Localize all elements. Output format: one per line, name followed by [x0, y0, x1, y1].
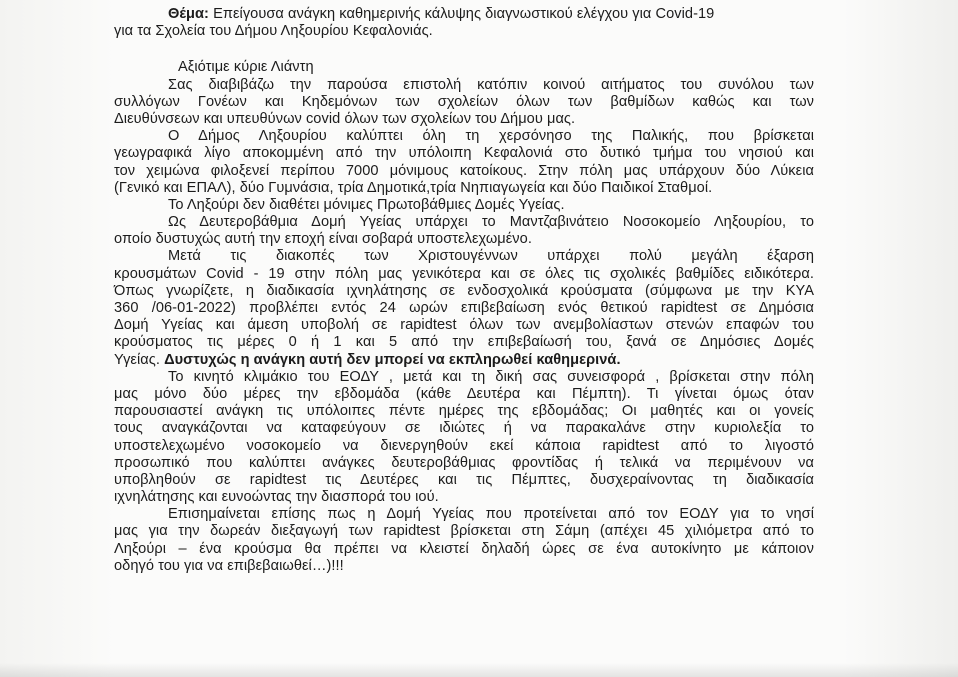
- subject-line-1: [114, 6, 814, 23]
- subject-line-2: για τα Σχολεία του Δήμου Ληξουρίου Κεφαλονιάς.: [114, 23, 433, 40]
- letter-body: [114, 6, 814, 575]
- p6-line-8: ιχνηλάτησης και ευνοώντας την διασπορά του ιού.: [114, 489, 439, 506]
- p2-line-4: (Γενικό και ΕΠΑΛ), δύο Γυμνάσια, τρία Δημοτικά,τρία Νηπιαγωγεία και δύο Παιδικοί Σταθμοί.: [114, 179, 713, 196]
- p5-line-2: κρουσμάτων Covid - 19 στην πόλη μας γενικότερα και σε όλες τις σχολικές βαθμίδες ειδικότερα.: [114, 265, 814, 282]
- p6-line-4: τους αναγκάζονται να καταφεύγουν σε ιδιώτες ή να παρακαλάνε στην κυριολεξία το: [114, 420, 814, 437]
- p6-line-1: Το κινητό κλιμάκιο του ΕΟΔΥ , μετά και τη δική σας συνεισφορά , βρίσκεται στην πόλη: [168, 368, 814, 385]
- p7-line-2: μας για την δωρεάν διεξαγωγή των rapidtest βρίσκεται στη Σάμη (απέχει 45 χιλιόμετρα από το: [114, 523, 814, 540]
- p7-line-4: οδηγό του για να επιβεβαιωθεί…)!!!: [114, 557, 344, 574]
- p7-line-3: Ληξούρι – ένα κρούσμα θα πρέπει να κλειστεί δηλαδή ώρες σε ένα αυτοκίνητο με κάποιον: [114, 540, 814, 557]
- p6-line-5: υποστελεχωμένο νοσοκομείο να διενεργηθούν εκεί κάποια rapidtest από το λιγοστό: [114, 437, 814, 454]
- p4-line-2: οποίο δυστυχώς αυτή την εποχή είναι σοβαρά υποστελεχωμένο.: [114, 231, 532, 248]
- subject-label: Θέμα:: [168, 6, 209, 22]
- salutation: Αξιότιμε κύριε Λιάντη: [178, 59, 314, 76]
- p2-line-3: τον χειμώνα φιλοξενεί περίπου 7000 μόνιμους κατοίκους. Στην πόλη μας υπάρχουν δύο Λύκεια: [114, 162, 814, 179]
- p5-line-7: [114, 352, 814, 369]
- p5-line-4: 360 /06-01-2022) προβλέπει εντός 24 ωρών επιβεβαίωση ενός θετικού rapidtest σε Δημόσια: [114, 300, 814, 316]
- p6-line-3: παρουσιαστεί ανάγκη τις υπόλοιπες πέντε ημέρες της εβδομάδας; Οι μαθητές και οι γονείς: [114, 403, 814, 420]
- p5-line-5: Δομή Υγείας και άμεση υποβολή σε rapidtest όλων των ανεμβολίαστων στενών επαφών του: [114, 317, 814, 334]
- subject-text: Επείγουσα ανάγκη καθημερινής κάλυψης διαγνωστικού ελέγχου για Covid-19: [213, 6, 715, 22]
- p5-line-3: Όπως γνωρίζετε, η διαδικασία ιχνηλάτησης σε ενδοσχολικά κρούσματα (σύμφωνα με την ΚΥΑ: [114, 282, 814, 299]
- p7-line-1: Επισημαίνεται επίσης πως η Δομή Υγείας που προτείνεται από τον ΕΟΔΥ για το νησί: [168, 506, 814, 523]
- p2-line-1: Ο Δήμος Ληξουρίου καλύπτει όλη τη χερσόνησο της Παλικής, που βρίσκεται: [168, 128, 814, 145]
- p6-line-6: προσωπικό που καλύπτει ανάγκες δευτεροβάθμιας φροντίδας ή τελικά να περιμένουν να: [114, 454, 814, 471]
- p1-line-1: Σας διαβιβάζω την παρούσα επιστολή κατόπιν κοινού αιτήματος του συνόλου των: [168, 76, 814, 93]
- page-bottom-edge: [0, 663, 958, 677]
- p2-line-2: γεωγραφικά λίγο αποκομμένη από την υπόλοιπη Κεφαλονιά στο δυτικό τμήμα του νησιού και: [114, 145, 814, 162]
- p5-line-6: κρούσματος τις μέρες 0 ή 1 και 5 από την επιβεβαίωσή του, ξανά σε Δημόσιες Δομές: [114, 334, 814, 351]
- p6-line-7: υποβληθούν σε rapidtest τις Δευτέρες και τις Πέμπτες, δυσχεραίνοντας τη διαδικασία: [114, 471, 814, 488]
- p4-line-1: Ως Δευτεροβάθμια Δομή Υγείας υπάρχει το Μαντζαβινάτειο Νοσοκομείο Ληξουρίου, το: [168, 214, 814, 231]
- p1-line-2: συλλόγων Γονέων και Κηδεμόνων των σχολείων όλων των βαθμίδων καθώς και των: [114, 93, 814, 110]
- p5-emphasis: Δυστυχώς η ανάγκη αυτή δεν μπορεί να εκπληρωθεί καθημερινά.: [164, 351, 621, 368]
- p5-line-1: Μετά τις διακοπές των Χριστουγέννων υπάρχει πολύ μεγάλη έξαρση: [168, 248, 814, 265]
- p3-line-1: Το Ληξούρι δεν διαθέτει μόνιμες Πρωτοβάθμιες Δομές Υγείας.: [168, 196, 565, 213]
- p6-line-2: μας μόνο δύο μέρες την εβδομάδα (κάθε Δευτέρα και Πέμπτη). Τι γίνεται όμως όταν: [114, 385, 814, 402]
- p5-last-prefix: Υγείας.: [114, 351, 160, 368]
- p1-line-3: Διευθύνσεων και υπευθύνων covid όλων των σχολείων του Δήμου μας.: [114, 110, 576, 127]
